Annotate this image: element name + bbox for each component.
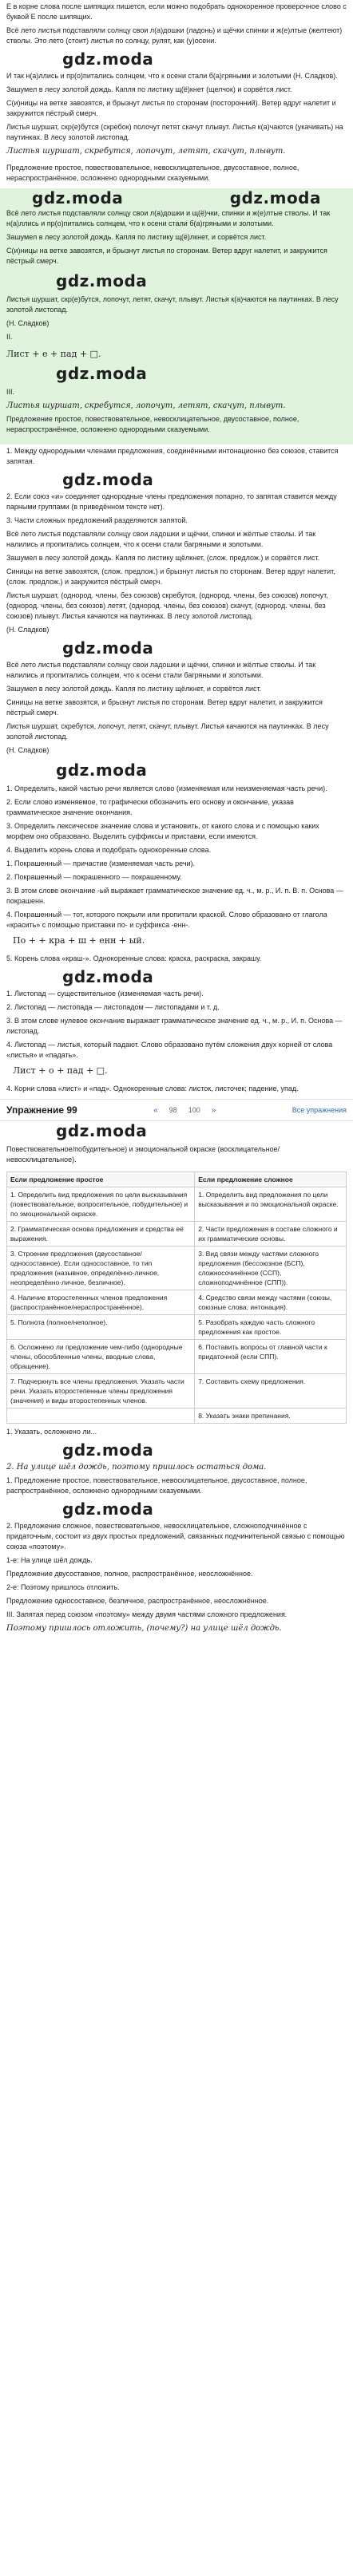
section-3 bbox=[0, 444, 353, 761]
handwritten-line: Поэтому пришлось отложить, (почему?) на улице шёл дождь. bbox=[6, 1624, 282, 1633]
text-line: Предложение двусоставное, полное, распространённое, неосложнённое. bbox=[6, 1570, 253, 1578]
watermark-text: gdz.moda bbox=[62, 967, 154, 986]
watermark-text: gdz.moda bbox=[56, 1121, 148, 1140]
text-line: Повествовательное/побудительное) и эмоциональной окраске (восклицательное/невосклицательное). bbox=[6, 1145, 280, 1164]
text-line: 2. Покрашенный — покрашенного — покрашенному. bbox=[6, 873, 182, 881]
watermark-text: gdz.moda bbox=[229, 188, 321, 207]
text-line: И так н(а)ллись и пр(о)питались солнцем, что к осени стали б(а)гряными и золотыми (Н. Сладков). bbox=[6, 72, 338, 80]
text-line: 4. Покрашенный — тот, которого покрыли или пропитали краской. Слово образовано от глагола «красить» с помощью приставки по- и суффикса -енн-. bbox=[6, 911, 327, 929]
word-formula: По + + кра + ш + енн + ый. bbox=[13, 935, 145, 946]
table-cell: 5. Разобрать каждую часть сложного предложения как простое. bbox=[195, 1315, 347, 1340]
table-row bbox=[7, 1247, 347, 1290]
table-header: Если предложение простое bbox=[7, 1172, 195, 1187]
table-cell: 3. Вид связи между частями сложного предложения (бессоюзное (БСП), сложносочинённое (ССП), сложноподчинённое (СПП)). bbox=[195, 1247, 347, 1290]
analysis-table bbox=[6, 1171, 347, 1424]
table-row bbox=[7, 1187, 347, 1222]
text-line: 4. Выделить корень слова и подобрать однокоренные слова. bbox=[6, 846, 212, 854]
watermark bbox=[0, 761, 353, 782]
watermark-text: gdz.moda bbox=[56, 761, 148, 780]
next-page-button[interactable]: » bbox=[211, 1105, 216, 1115]
table-cell: 3. Строение предложения (двусоставное/односоставное). Если односоставное, то тип предложения (назывное, определённо-личное, неопределённо-личное, безличное). bbox=[7, 1247, 195, 1290]
section-5-intro bbox=[0, 1143, 353, 1170]
text-line: Всё лето листья подставляли солнцу свои ладошки и щёчки, спинки и жёлтые стволы. И так налились и пропитались солнцем, что к осени стали багряными и золотыми. bbox=[6, 530, 316, 548]
table-cell: 7. Подчеркнуть все члены предложения. Указать части речи. Указать второстепенные члены предложения (значения) и виды второстепенных членов. bbox=[7, 1374, 195, 1409]
watermark bbox=[6, 967, 347, 989]
text-line: Е в корне слова после шипящих пишется, если можно подобрать однокоренное проверочное слово с буквой Е после шипящих. bbox=[6, 2, 347, 21]
table-row bbox=[7, 1222, 347, 1247]
text-line: Зашумел в лесу золотой дождь. Капля по листику щ(ё)кнет (щелчок) и сорвётся лист. bbox=[6, 85, 292, 93]
prev-page-number[interactable]: 98 bbox=[169, 1105, 177, 1114]
text-line: 5. Корень слова «краш-». Однокоренные слова: краска, раскраска, закрашу. bbox=[6, 954, 262, 962]
table-cell: 1. Определить вид предложения по цели высказывания (повествовательное, вопросительное, побудительное) и по эмоциональной окраске. bbox=[7, 1187, 195, 1222]
watermark-text: gdz.moda bbox=[62, 470, 154, 489]
section-1 bbox=[0, 0, 353, 161]
table-cell: 4. Наличие второстепенных членов предложения (распространённое/нераспространённое). bbox=[7, 1290, 195, 1315]
watermark-text: gdz.moda bbox=[62, 638, 154, 658]
text-line: III. bbox=[6, 388, 15, 396]
text-line: 1. Предложение простое, повествовательное, невосклицательное, двусоставное, полное, распространённое, осложнено однородными сказуемыми. bbox=[6, 1476, 307, 1495]
text-line: Листья шуршат, скребутся, лопочут, летят, скачут, плывут. Листья качаются на паутинках. В лесу золотой листопад. bbox=[6, 722, 329, 741]
text-line: 1. Между однородными членами предложения, соединёнными интонационно без союзов, ставится запятая. bbox=[6, 447, 339, 465]
text-line: 4. Корни слова «лист» и «пад». Однокоренные слова: листок, листочек; падение, упад. bbox=[6, 1085, 299, 1092]
text-line: 1. Листопад — существительное (изменяемая часть речи). bbox=[6, 990, 204, 998]
watermark bbox=[6, 1440, 347, 1462]
handwritten-line: Листья шуршат, скребутся, лопочут, летят, скачут, плывут. bbox=[6, 401, 286, 410]
text-line: Предложение простое, повествовательное, невосклицательное, двусоставное, полное, нераспространённое, осложнено однородными сказуемыми. bbox=[6, 415, 299, 433]
text-line: Зашумел в лесу золотой дождь. Капля по листику щёлкнет, и сорвётся лист. bbox=[6, 685, 262, 693]
table-header: Если предложение сложное bbox=[195, 1172, 347, 1187]
watermark bbox=[6, 49, 347, 71]
highlight-block bbox=[0, 188, 353, 444]
section-2-intro bbox=[0, 161, 353, 188]
text-line: Листья шуршат, (однород. члены, без союзов) скребутся, (однород. члены, без союзов) лопочут, (однород. члены, без союзов) летят, (однород. члены, без союзов) скачут, (однород. члены, без союзов) плывут. Листья качаются на паутинках. В лесу золотой листопад. bbox=[6, 591, 328, 620]
table-cell: 2. Части предложения в составе сложного и их грамматические основы. bbox=[195, 1222, 347, 1247]
section-4 bbox=[0, 782, 353, 1099]
table-row bbox=[7, 1340, 347, 1374]
table-row bbox=[7, 1374, 347, 1409]
watermark-text: gdz.moda bbox=[32, 188, 124, 207]
word-formula: Лист + о + пад + □. bbox=[13, 1065, 108, 1076]
watermark-text: gdz.moda bbox=[62, 1499, 154, 1519]
text-line: Синицы на ветке завозятся, и брызнут листья по сторонам. Ветер вдруг налетит, и закружится пёстрый смерч. bbox=[6, 698, 323, 717]
text-line: Предложение простое, повествовательное, невосклицательное, двусоставное, полное, нераспространённое, осложнено однородными сказуемыми. bbox=[6, 164, 299, 182]
pager-controls bbox=[153, 1105, 216, 1116]
table-cell: 5. Полнота (полное/неполное). bbox=[7, 1315, 195, 1340]
next-page-number[interactable]: 100 bbox=[188, 1105, 200, 1114]
text-line: (Н. Сладков) bbox=[6, 319, 50, 327]
table-cell bbox=[7, 1409, 195, 1424]
text-line: 1-е: На улице шёл дождь. bbox=[6, 1556, 93, 1564]
text-line: 3. В этом слове окончание -ый выражает грамматическое значение ед. ч., м. р., И. п. В. п. Основа — покрашенн. bbox=[6, 887, 343, 905]
watermark-text: gdz.moda bbox=[56, 271, 148, 290]
table-cell: 8. Указать знаки препинания. bbox=[195, 1409, 347, 1424]
text-line: III. Запятая перед союзом «поэтому» между двумя частями сложного предложения. bbox=[6, 1610, 288, 1618]
text-line: 2. Если слово изменяемое, то графически обозначить его основу и окончание, указав грамматическое значение окончания. bbox=[6, 798, 294, 816]
text-line: 2-е: Поэтому пришлось отложить. bbox=[6, 1583, 120, 1591]
text-line: 3. Определить лексическое значение слова и установить, от какого слова и с помощью каких морфем оно образовано. Выделить суффиксы и приставки, если имеются. bbox=[6, 822, 319, 840]
word-formula: Лист + е + пад + □. bbox=[6, 349, 101, 359]
table-cell: 7. Составить схему предложения. bbox=[195, 1374, 347, 1409]
watermark-text: gdz.moda bbox=[56, 364, 148, 383]
exercise-pager bbox=[0, 1099, 353, 1121]
text-line: Предложение односоставное, безличное, распространённое, неосложнённое. bbox=[6, 1597, 269, 1605]
handwritten-line: Листья шуршат, скребутся, лопочут, летят, скачут, плывут. bbox=[6, 147, 286, 156]
watermark-row bbox=[0, 188, 353, 207]
text-line: 3. Части сложных предложений разделяются запятой. bbox=[6, 516, 188, 524]
section-5 bbox=[0, 1425, 353, 1638]
watermark bbox=[6, 470, 347, 492]
text-line: С(и)ницы на ветке завозятся, и брызнут листья по сторонам (посторонний). Ветер вдруг налетит и закружится пёстрый смерч. bbox=[6, 99, 336, 117]
table-cell: 2. Грамматическая основа предложения и средства её выражения. bbox=[7, 1222, 195, 1247]
all-exercises-link[interactable]: Все упражнения bbox=[292, 1105, 347, 1114]
exercise-title: Упражнение 99 bbox=[6, 1104, 77, 1116]
handwritten-line: 2. На улице шёл дождь, поэтому пришлось остаться дома. bbox=[6, 1463, 267, 1472]
text-line: 2. Листопад — листопада — листопадом — листопадами и т. д. bbox=[6, 1003, 220, 1011]
table-row bbox=[7, 1409, 347, 1424]
text-line: С(и)ницы на ветке завозятся, и брызнут листья по сторонам. Ветер вдруг налетит, и закружится пёстрый смерч. bbox=[6, 247, 327, 265]
text-line: (Н. Сладков) bbox=[6, 626, 50, 634]
text-line: Всё лето листья подставляли солнцу свои л(а)дошки (ладонь) и щёчки спинки и ж(е)лтые (желтеют) стволы. Это лето (стоит) листья по солнцу, рулят, как (у)осени. bbox=[6, 26, 343, 45]
table-cell: 6. Осложнено ли предложение чем-либо (однородные члены, обособленные члены, вводные слова, обращение). bbox=[7, 1340, 195, 1374]
text-line: Всё лето листья подставляли солнцу свои ладошки и щёчки, спинки и жёлтые стволы. И так налились и пропитались солнцем, что к осени стали багряными и золотыми. bbox=[6, 661, 316, 679]
text-line: 2. Если союз «и» соединяет однородные члены предложения попарно, то запятая ставится между парными группами (в приведённом тексте нет). bbox=[6, 492, 337, 511]
text-line: 1. Указать, осложнено ли... bbox=[6, 1428, 97, 1436]
watermark bbox=[0, 364, 353, 385]
watermark-text: gdz.moda bbox=[62, 49, 154, 69]
watermark bbox=[6, 1499, 347, 1521]
table-row bbox=[7, 1290, 347, 1315]
table-cell: 4. Средство связи между частями (союзы, союзные слова, интонация). bbox=[195, 1290, 347, 1315]
text-line: 4. Листопад — листья, который падают. Слово образовано путём сложения двух корней от слова «листья» и «падать». bbox=[6, 1041, 333, 1059]
table-cell: 1. Определить вид предложения по цели высказывания и по эмоциональной окраске. bbox=[195, 1187, 347, 1222]
text-line: 2. Предложение сложное, повествовательное, невосклицательное, сложноподчинённое с придаточным, состоит из двух простых предложений, связанных подчинительной связью с помощью союза «поэтому». bbox=[6, 1522, 345, 1551]
text-line: Листья шуршат, скр(е)бутся (скребок) полочут петят скачут плывут. Листья к(а)чаются (укачивать) на паутинках. В лесу золотой листопад. bbox=[6, 123, 343, 141]
text-line: 1. Покрашенный — причастие (изменяемая часть речи). bbox=[6, 859, 196, 867]
text-line: Зашумел в лесу золотой дождь. Капля по листику щёлкнет, (слож. предлож.) и сорвётся лист. bbox=[6, 554, 320, 562]
text-line: Всё лето листья подставляли солнцу свои л(а)дошки и щ(ё)чки, спинки и ж(е)лтые стволы. И так н(а)ллись и пр(о)питались солнцем, что к осени стали б(а)гряными и золотыми. bbox=[6, 209, 331, 227]
text-line: (Н. Сладков) bbox=[6, 746, 50, 754]
table-row bbox=[7, 1315, 347, 1340]
watermark bbox=[0, 271, 353, 293]
text-line: Листья шуршат, скр(е)бутся, лопочут, летят, скачут, плывут. Листья к(а)чаются на паутинках. В лесу золотой листопад. bbox=[6, 295, 339, 314]
text-line: II. bbox=[6, 333, 13, 341]
text-line: Зашумел в лесу золотой дождь. Капля по листику щ(ё)лкнет, и сорвётся лист. bbox=[6, 233, 267, 241]
watermark bbox=[0, 1121, 353, 1143]
text-line: 1. Определить, какой частью речи является слово (изменяемая или неизменяемая часть речи). bbox=[6, 784, 327, 792]
watermark-text: gdz.moda bbox=[62, 1440, 154, 1460]
text-line: 3. В этом слове нулевое окончание выражает грамматическое значение ед. ч., м. р., И. п. Основа — листопад. bbox=[6, 1017, 343, 1035]
table-cell: 6. Поставить вопросы от главной части к придаточной (если СПП). bbox=[195, 1340, 347, 1374]
text-line: Синицы на ветке завозятся, (слож. предлож.) и брызнут листья по сторонам. Ветер вдруг налетит, (слож. предлож.) и закружится пёстрый смерч. bbox=[6, 567, 335, 586]
watermark bbox=[6, 638, 347, 660]
prev-page-button[interactable]: « bbox=[153, 1105, 158, 1115]
